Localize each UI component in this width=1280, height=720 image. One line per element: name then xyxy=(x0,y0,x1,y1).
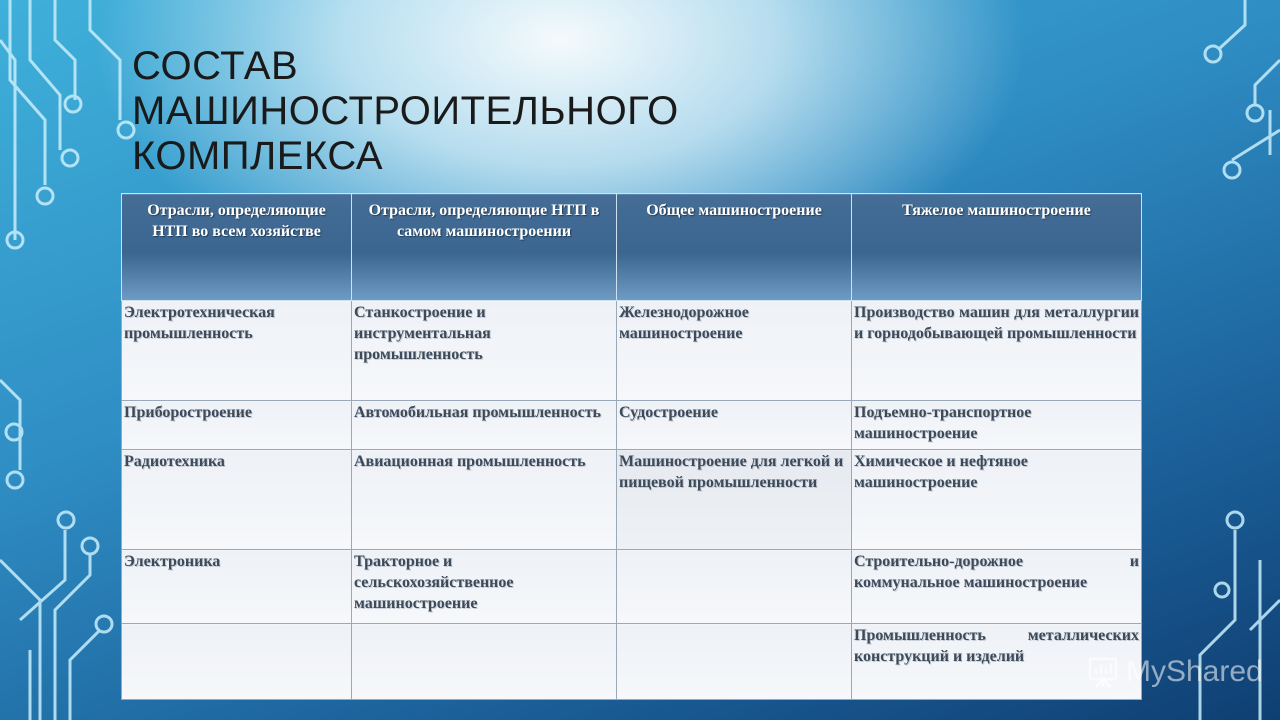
table-cell: Машиностроение для легкой и пищевой промышленности xyxy=(617,450,852,550)
table-cell: Автомобильная промышленность xyxy=(352,401,617,450)
presentation-board-icon xyxy=(1088,655,1118,689)
table-cell: Подъемно-транспортное машиностроение xyxy=(852,401,1142,450)
table-cell: Производство машин для металлургии и горнодобывающей промышленности xyxy=(852,301,1142,401)
table-cell: Радиотехника xyxy=(122,450,352,550)
table-row xyxy=(122,550,1142,624)
watermark-text: MyShared xyxy=(1126,655,1263,688)
table-cell: Приборостроение xyxy=(122,401,352,450)
table-cell: Строительно-дорожное и коммунальное машиностроение xyxy=(852,550,1142,624)
table-row xyxy=(122,401,1142,450)
table-cell xyxy=(352,624,617,700)
industry-table xyxy=(121,193,1142,700)
header-cell: Тяжелое машиностроение xyxy=(852,194,1142,301)
table-row xyxy=(122,624,1142,700)
table-cell: Электротехническая промышленность xyxy=(122,301,352,401)
watermark xyxy=(1088,652,1263,692)
slide-title: СОСТАВ МАШИНОСТРОИТЕЛЬНОГО КОМПЛЕКСА xyxy=(132,44,679,178)
table-row xyxy=(122,301,1142,401)
table-row xyxy=(122,450,1142,550)
table-cell: Электроника xyxy=(122,550,352,624)
table-cell xyxy=(617,624,852,700)
table-cell xyxy=(617,550,852,624)
header-cell: Общее машиностроение xyxy=(617,194,852,301)
table-cell: Станкостроение и инструментальная промышленность xyxy=(352,301,617,401)
header-cell: Отрасли, определяющие НТП во всем хозяйстве xyxy=(122,194,352,301)
header-cell: Отрасли, определяющие НТП в самом машиностроении xyxy=(352,194,617,301)
table-cell: Железнодорожное машиностроение xyxy=(617,301,852,401)
header-row xyxy=(122,194,1142,301)
table-cell: Промышленность металлических конструкций и изделий xyxy=(852,624,1142,700)
table-cell xyxy=(122,624,352,700)
table-cell: Судостроение xyxy=(617,401,852,450)
table-cell: Тракторное и сельскохозяйственное машиностроение xyxy=(352,550,617,624)
table-cell: Авиационная промышленность xyxy=(352,450,617,550)
table-cell: Химическое и нефтяное машиностроение xyxy=(852,450,1142,550)
